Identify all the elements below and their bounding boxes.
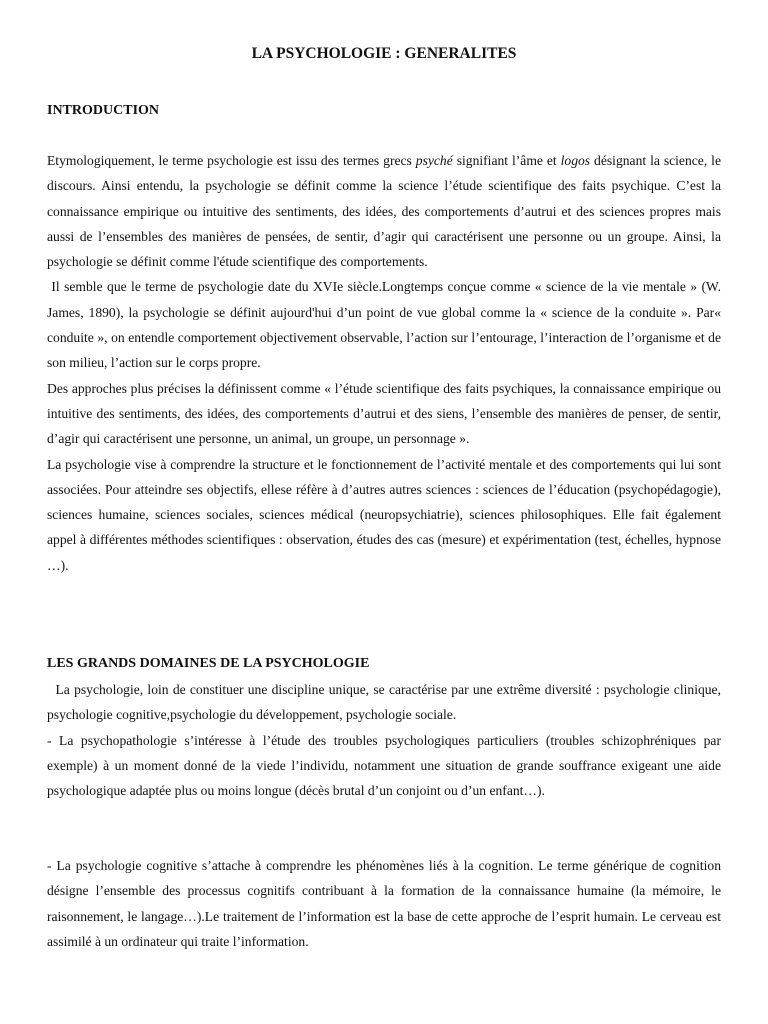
term-psyche: psyché (415, 153, 453, 168)
introduction-paragraph-3: Des approches plus précises la définissent comme « l’étude scientifique des faits psychiques, la connaissance empirique ou intuitive des sentiments, des idées, des comportements d’autrui et des siens, l’ensemble des manières de penser, de sentir, d’agir qui caractérisent une personne, un animal, un groupe, un personnage ». (47, 380, 721, 447)
domains-heading: LES GRANDS DOMAINES DE LA PSYCHOLOGIE (47, 656, 370, 671)
term-logos: logos (560, 153, 591, 168)
text-span: Etymologiquement, le terme psychologie est issu des termes grecs (47, 153, 416, 168)
introduction-paragraph-2: Il semble que le terme de psychologie date du XVIe siècle.Longtemps conçue comme « science de la vie mentale » (W. James, 1890), la psychologie se définit aujourd'hui d’un point de vue global comme la « science de la conduite ». Par« conduite », on entendle comportement objectivement observable, l’action sur l’entourage, l’interaction de l’organisme et de son milieu, l’action sur le corps propre. (47, 279, 728, 371)
domains-section (47, 677, 725, 803)
domains-paragraph-2: - La psychopathologie s’intéresse à l’étude des troubles psychologiques particuliers (troubles schizophréniques par exemple) à un moment donné de la viede l’individu, notamment une situation de grande souffrance exigeant une aide psychologique adaptée plus ou moins longue (décès brutal d’un conjoint ou d’un enfant…). (47, 732, 721, 799)
cognitive-section (47, 853, 721, 954)
domains-paragraph-3: - La psychologie cognitive s’attache à comprendre les phénomènes liés à la cognition. Le terme générique de cognition désigne l’ensemble des processus cognitifs contribuant à la formation de la connaissance humaine (la mémoire, le raisonnement, le langage…).Le traitement de l’information est la base de cette approche de l’esprit humain. Le cerveau est assimilé à un ordinateur qui traite l’information. (47, 858, 721, 949)
introduction-section (47, 148, 728, 578)
introduction-paragraph-4: La psychologie vise à comprendre la structure et le fonctionnement de l’activité mentale et des comportements qui lui sont associées. Pour atteindre ses objectifs, ellese réfère à d’autres autres sciences : sciences de l’éducation (psychopédagogie), sciences humaine, sciences sociales, sciences médical (neuropsychiatrie), sciences philosophiques. Elle fait également appel à différentes méthodes scientifiques : observation, études des cas (mesure) et expérimentation (test, échelles, hypnose …). (47, 456, 721, 573)
introduction-heading: INTRODUCTION (47, 103, 160, 118)
text-span: signifiant l’âme et (452, 153, 561, 168)
domains-paragraph-1: La psychologie, loin de constituer une discipline unique, se caractérise par une extrême diversité : psychologie clinique, psychologie cognitive,psychologie du développement, psychologie sociale. (47, 682, 725, 723)
document-title: LA PSYCHOLOGIE : GENERALITES (251, 45, 517, 62)
text-span: désignant la science, le discours. Ainsi entendu, la psychologie se définit comme la science l’étude scientifique des faits psychique. C’est la connaissance empirique ou intuitive des sentiments, des idées, des comportements d’autrui et des sciences propres mais aussi de l’ensembles des manières de pensées, de sentir, d’agir qui caractérisent une personne ou un groupe. Ainsi, la psychologie se définit comme l'étude scientifique des comportements. (47, 153, 721, 270)
introduction-paragraph-1 (47, 148, 721, 274)
